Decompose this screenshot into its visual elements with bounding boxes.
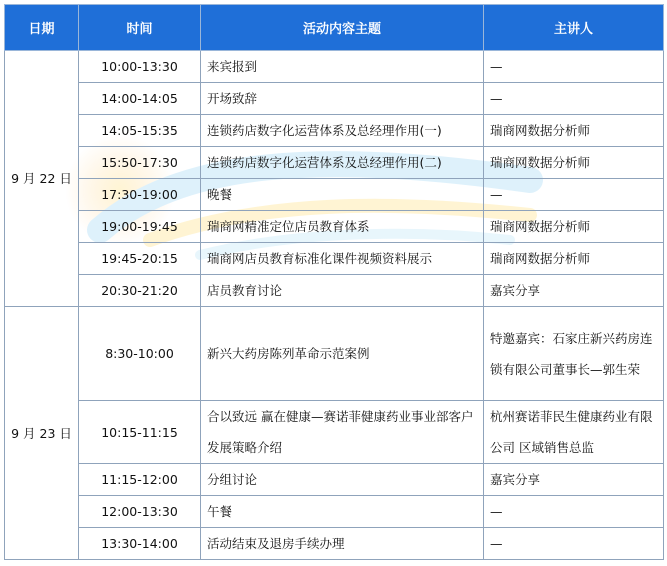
time-cell: 10:15-11:15 bbox=[79, 401, 201, 464]
speaker-cell: — bbox=[484, 528, 664, 560]
speaker-cell: 瑞商网数据分析师 bbox=[484, 115, 664, 147]
speaker-cell: — bbox=[484, 83, 664, 115]
topic-cell: 新兴大药房陈列革命示范案例 bbox=[201, 307, 484, 401]
table-row bbox=[5, 528, 664, 560]
table-row bbox=[5, 115, 664, 147]
table-row bbox=[5, 83, 664, 115]
time-cell: 15:50-17:30 bbox=[79, 147, 201, 179]
topic-cell: 分组讨论 bbox=[201, 464, 484, 496]
topic-cell: 店员教育讨论 bbox=[201, 275, 484, 307]
speaker-cell: 嘉宾分享 bbox=[484, 275, 664, 307]
header-row bbox=[5, 5, 664, 51]
topic-cell: 活动结束及退房手续办理 bbox=[201, 528, 484, 560]
time-cell: 14:05-15:35 bbox=[79, 115, 201, 147]
topic-cell bbox=[201, 401, 484, 464]
table-row bbox=[5, 179, 664, 211]
header-topic: 活动内容主题 bbox=[201, 5, 484, 51]
topic-cell: 连锁药店数字化运营体系及总经理作用(一) bbox=[201, 115, 484, 147]
topic-cell: 瑞商网精准定位店员教育体系 bbox=[201, 211, 484, 243]
table-row bbox=[5, 275, 664, 307]
date-cell: 9 月 23 日 bbox=[5, 307, 79, 560]
topic-text: 合以致远 赢在健康—赛诺菲健康药业事业部客户发展策略介绍 bbox=[207, 409, 474, 455]
header-time: 时间 bbox=[79, 5, 201, 51]
date-cell: 9 月 22 日 bbox=[5, 51, 79, 307]
speaker-cell bbox=[484, 401, 664, 464]
topic-cell: 来宾报到 bbox=[201, 51, 484, 83]
time-cell: 14:00-14:05 bbox=[79, 83, 201, 115]
time-cell: 10:00-13:30 bbox=[79, 51, 201, 83]
topic-cell: 晚餐 bbox=[201, 179, 484, 211]
speaker-cell: — bbox=[484, 496, 664, 528]
table-row bbox=[5, 243, 664, 275]
time-cell: 19:45-20:15 bbox=[79, 243, 201, 275]
time-cell: 13:30-14:00 bbox=[79, 528, 201, 560]
speaker-cell: 嘉宾分享 bbox=[484, 464, 664, 496]
table-row bbox=[5, 147, 664, 179]
time-cell: 12:00-13:30 bbox=[79, 496, 201, 528]
header-speaker: 主讲人 bbox=[484, 5, 664, 51]
table-row bbox=[5, 211, 664, 243]
speaker-cell: 瑞商网数据分析师 bbox=[484, 147, 664, 179]
time-cell: 8:30-10:00 bbox=[79, 307, 201, 401]
speaker-cell: — bbox=[484, 51, 664, 83]
speaker-cell bbox=[484, 307, 664, 401]
header-date: 日期 bbox=[5, 5, 79, 51]
table-row bbox=[5, 496, 664, 528]
speaker-text: 杭州赛诺菲民生健康药业有限公司 区域销售总监 bbox=[490, 409, 653, 455]
time-cell: 17:30-19:00 bbox=[79, 179, 201, 211]
topic-cell: 午餐 bbox=[201, 496, 484, 528]
table-row bbox=[5, 51, 664, 83]
time-cell: 19:00-19:45 bbox=[79, 211, 201, 243]
topic-cell: 开场致辞 bbox=[201, 83, 484, 115]
topic-cell: 连锁药店数字化运营体系及总经理作用(二) bbox=[201, 147, 484, 179]
speaker-cell: 瑞商网数据分析师 bbox=[484, 243, 664, 275]
table-row bbox=[5, 307, 664, 401]
time-cell: 11:15-12:00 bbox=[79, 464, 201, 496]
speaker-text: 特邀嘉宾：石家庄新兴药房连锁有限公司董事长—郭生荣 bbox=[490, 330, 653, 377]
table-row bbox=[5, 464, 664, 496]
speaker-cell: — bbox=[484, 179, 664, 211]
table-row bbox=[5, 401, 664, 464]
speaker-cell: 瑞商网数据分析师 bbox=[484, 211, 664, 243]
schedule-table bbox=[4, 4, 664, 560]
time-cell: 20:30-21:20 bbox=[79, 275, 201, 307]
topic-cell: 瑞商网店员教育标准化课件视频资料展示 bbox=[201, 243, 484, 275]
